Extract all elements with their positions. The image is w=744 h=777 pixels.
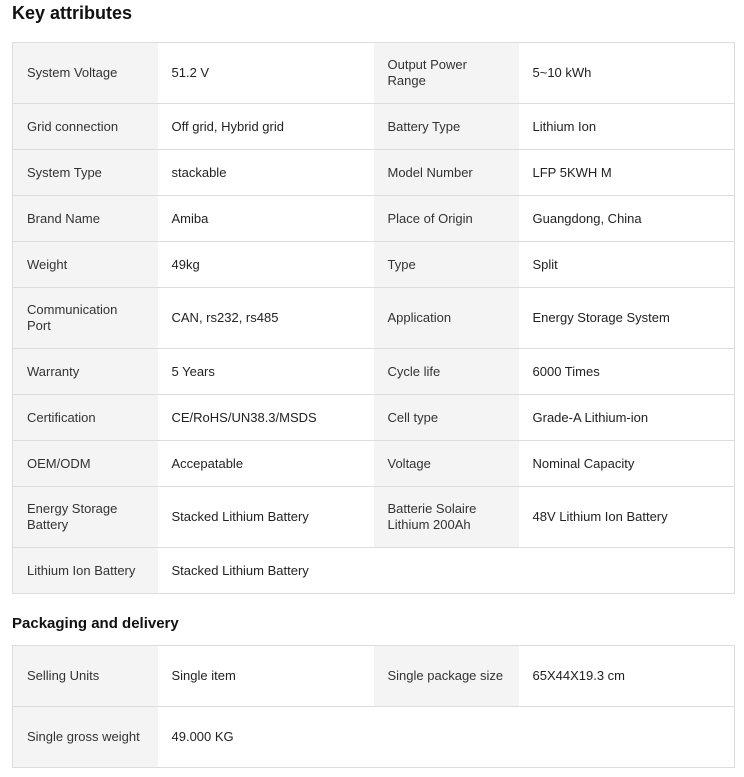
attribute-name: Certification bbox=[13, 395, 158, 441]
table-row bbox=[13, 707, 735, 768]
attribute-name: Battery Type bbox=[374, 104, 519, 150]
attribute-name: Communication Port bbox=[13, 288, 158, 349]
attribute-name: System Type bbox=[13, 150, 158, 196]
packaging-table bbox=[12, 645, 735, 768]
attribute-name: Type bbox=[374, 242, 519, 288]
attribute-name: Cell type bbox=[374, 395, 519, 441]
attribute-value: Stacked Lithium Battery bbox=[158, 487, 374, 548]
attribute-name: Cycle life bbox=[374, 349, 519, 395]
attribute-name: Brand Name bbox=[13, 196, 158, 242]
attribute-name: Single gross weight bbox=[13, 707, 158, 768]
attribute-name: Grid connection bbox=[13, 104, 158, 150]
attribute-name: Selling Units bbox=[13, 646, 158, 707]
attribute-name: Application bbox=[374, 288, 519, 349]
attribute-value: Guangdong, China bbox=[519, 196, 735, 242]
attribute-name: Weight bbox=[13, 242, 158, 288]
attribute-value: 49kg bbox=[158, 242, 374, 288]
attribute-name: Warranty bbox=[13, 349, 158, 395]
attribute-value: Single item bbox=[158, 646, 374, 707]
packaging-title: Packaging and delivery bbox=[12, 615, 179, 632]
table-row bbox=[13, 104, 735, 150]
table-row bbox=[13, 196, 735, 242]
attribute-value: CAN, rs232, rs485 bbox=[158, 288, 374, 349]
attribute-value: Stacked Lithium Battery bbox=[158, 548, 374, 594]
attribute-value: 48V Lithium Ion Battery bbox=[519, 487, 735, 548]
empty-cell bbox=[519, 548, 735, 594]
table-row bbox=[13, 395, 735, 441]
table-row bbox=[13, 441, 735, 487]
table-row bbox=[13, 43, 735, 104]
key-attributes-title: Key attributes bbox=[12, 3, 133, 23]
attribute-name: Batterie Solaire Lithium 200Ah bbox=[374, 487, 519, 548]
attribute-value: 51.2 V bbox=[158, 43, 374, 104]
attribute-value: Lithium Ion bbox=[519, 104, 735, 150]
table-row bbox=[13, 242, 735, 288]
attribute-name: Output Power Range bbox=[374, 43, 519, 104]
table-row bbox=[13, 288, 735, 349]
attribute-value: Off grid, Hybrid grid bbox=[158, 104, 374, 150]
table-row bbox=[13, 548, 735, 594]
attribute-value: Accepatable bbox=[158, 441, 374, 487]
attribute-name: Voltage bbox=[374, 441, 519, 487]
attribute-value: 65X44X19.3 cm bbox=[519, 646, 735, 707]
attribute-name: Energy Storage Battery bbox=[13, 487, 158, 548]
attribute-name: OEM/ODM bbox=[13, 441, 158, 487]
attribute-name: Lithium Ion Battery bbox=[13, 548, 158, 594]
attribute-value: CE/RoHS/UN38.3/MSDS bbox=[158, 395, 374, 441]
empty-cell bbox=[374, 548, 519, 594]
attribute-value: stackable bbox=[158, 150, 374, 196]
attribute-value: Grade-A Lithium-ion bbox=[519, 395, 735, 441]
attribute-value: Energy Storage System bbox=[519, 288, 735, 349]
empty-cell bbox=[374, 707, 519, 768]
empty-cell bbox=[519, 707, 735, 768]
key-attributes-table bbox=[12, 42, 735, 594]
attribute-name: Model Number bbox=[374, 150, 519, 196]
table-row bbox=[13, 150, 735, 196]
attribute-value: LFP 5KWH M bbox=[519, 150, 735, 196]
table-row bbox=[13, 487, 735, 548]
attribute-value: Amiba bbox=[158, 196, 374, 242]
attribute-value: 5~10 kWh bbox=[519, 43, 735, 104]
attribute-value: Nominal Capacity bbox=[519, 441, 735, 487]
attribute-value: 5 Years bbox=[158, 349, 374, 395]
attribute-value: Split bbox=[519, 242, 735, 288]
attribute-value: 6000 Times bbox=[519, 349, 735, 395]
table-row bbox=[13, 646, 735, 707]
attribute-name: Single package size bbox=[374, 646, 519, 707]
attribute-name: System Voltage bbox=[13, 43, 158, 104]
attribute-name: Place of Origin bbox=[374, 196, 519, 242]
table-row bbox=[13, 349, 735, 395]
attribute-value: 49.000 KG bbox=[158, 707, 374, 768]
